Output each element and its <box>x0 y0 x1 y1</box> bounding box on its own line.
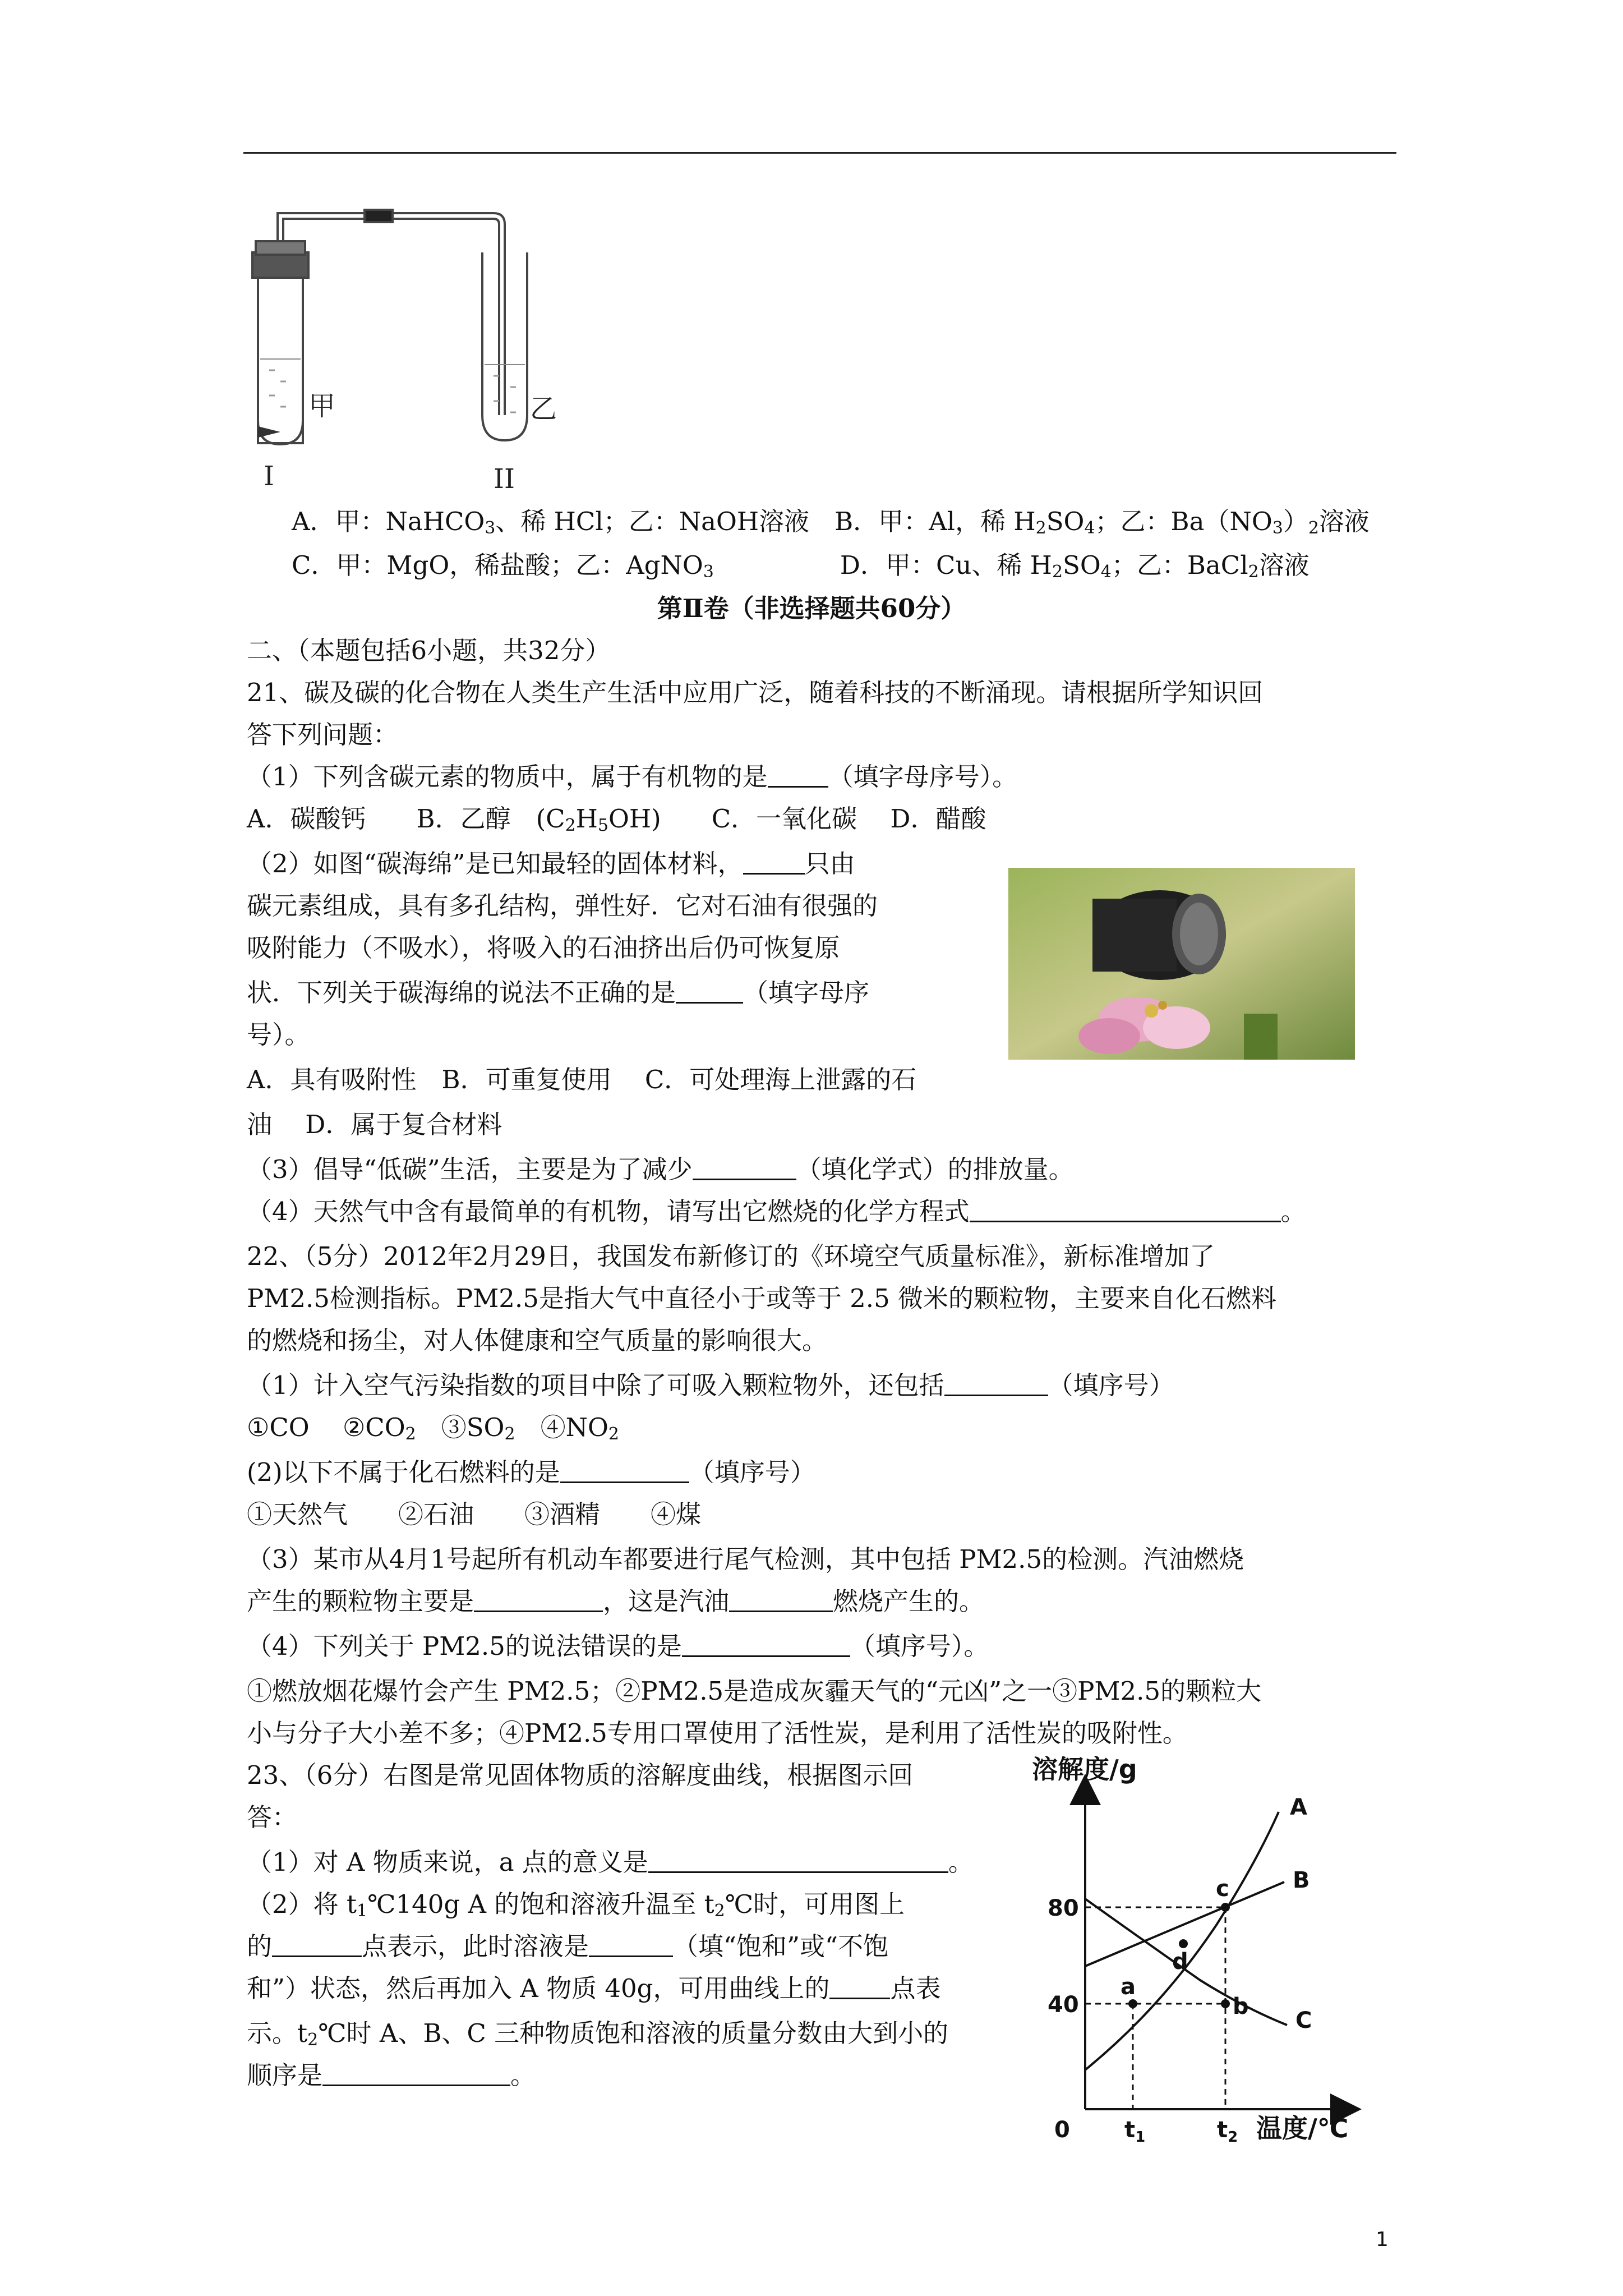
q21-part3: （3）倡导“低碳”生活，主要是为了减少 （填化学式）的排放量。 <box>247 1154 1074 1184</box>
q23-part1: （1）对 A 物质来说，a 点的意义是 。 <box>247 1847 974 1877</box>
q22-part1-options: ①CO $②CO_2$ $③SO_2$ $④NO_2$ <box>247 1412 619 1444</box>
point-label-c: c <box>1216 1876 1229 1902</box>
q22-part1: （1）计入空气污染指数的项目中除了可吸入颗粒物外，还包括 （填序号） <box>247 1370 1174 1400</box>
q21-stem-1: 21、碳及碳的化合物在人类生产生活中应用广泛，随着科技的不断涌现。请根据所学知识回 <box>247 678 1264 707</box>
point-d <box>1179 1939 1188 1948</box>
q22-part4-opt1: ①燃放烟花爆竹会产生 PM2.5；②PM2.5是造成灰霾天气的“元凶”之一③PM2.5的颗粒大 <box>247 1676 1262 1706</box>
point-label-a: a <box>1121 1974 1136 2000</box>
q20-option-a-b: A．甲：NaHCO$_3$、稀 HCl；乙：NaOH溶液 B．甲：Al，稀 $H_2SO_4$；乙：$Ba(NO_3)_2$溶液 <box>292 507 1370 538</box>
apparatus-diagram <box>247 202 594 494</box>
q23-part2-l2: 的 点表示，此时溶液是 （填“饱和”或“不饱 <box>247 1931 889 1961</box>
point-a <box>1128 1999 1137 2008</box>
answer-blank[interactable] <box>322 2060 510 2086</box>
q21-part2-l5: 号）。 <box>247 1020 310 1050</box>
answer-blank[interactable] <box>729 1586 833 1612</box>
series-label-C: C <box>1295 2008 1312 2033</box>
x-tick-t1: $t_1$ <box>1124 2117 1146 2146</box>
q21-part2-opts1: A．具有吸附性 B．可重复使用 C．可处理海上泄露的石 <box>247 1065 917 1094</box>
q22-part4: （4）下列关于 PM2.5的说法错误的是 （填序号）。 <box>247 1631 989 1661</box>
solubility-chart <box>1032 1745 1391 2148</box>
answer-blank[interactable] <box>560 1457 689 1483</box>
q22-part3-l2: 产生的颗粒物主要是 ，这是汽油 燃烧产生的。 <box>247 1586 985 1616</box>
carbon-sponge-photo <box>1008 868 1355 1060</box>
y-tick-40: 40 <box>1048 1992 1079 2018</box>
q22-part2-options: ①天然气 ②石油 ③酒精 ④煤 <box>247 1499 702 1529</box>
q21-part2-l4: 状．下列关于碳海绵的说法不正确的是 （填字母序 <box>247 978 870 1007</box>
x-tick-t2: $t_2$ <box>1217 2117 1238 2146</box>
page-number: 1 <box>1376 2228 1389 2251</box>
answer-blank[interactable] <box>693 1154 796 1180</box>
q21-part1-options: A．碳酸钙 B．乙醇 $(C_2H_5OH)$ C．一氧化碳 D．醋酸 <box>247 804 986 835</box>
point-label-d: d <box>1172 1949 1188 1975</box>
answer-blank[interactable] <box>474 1586 603 1612</box>
answer-blank[interactable] <box>648 1847 948 1873</box>
point-b <box>1221 1999 1230 2008</box>
q22-part3-l1: （3）某市从4月1号起所有机动车都要进行尾气检测，其中包括 PM2.5的检测。汽油燃烧 <box>247 1544 1244 1574</box>
q22-l3: 的燃烧和扬尘，对人体健康和空气质量的影响很大。 <box>247 1326 828 1355</box>
q23-part2-l4: 示。$t_2℃$时 A、B、C 三种物质饱和溶液的质量分数由大到小的 <box>247 2018 949 2050</box>
y-tick-80: 80 <box>1048 1895 1079 1921</box>
q23-l2: 答： <box>247 1802 298 1832</box>
q21-part1: （1）下列含碳元素的物质中，属于有机物的是 （填字母序号）。 <box>247 762 1018 792</box>
q23-part2-l3: 和”）状态，然后再加入 A 物质 40g，可用曲线上的 点表 <box>247 1973 941 2003</box>
point-c <box>1221 1903 1230 1912</box>
answer-blank[interactable] <box>944 1370 1048 1396</box>
q21-part2-l1: （2）如图“碳海绵”是已知最轻的固体材料， 只由 <box>247 849 855 878</box>
q21-part2-opts2: 油 D．属于复合材料 <box>247 1110 502 1139</box>
answer-blank[interactable] <box>676 977 743 1004</box>
q21-part2-l2: 碳元素组成，具有多孔结构，弹性好．它对石油有很强的 <box>247 891 878 921</box>
q23-l1: 23、（6分）右图是常见固体物质的溶解度曲线，根据图示回 <box>247 1760 914 1790</box>
q21-stem-2: 答下列问题： <box>247 720 399 749</box>
answer-blank[interactable] <box>272 1931 362 1957</box>
answer-blank[interactable] <box>768 761 828 788</box>
series-label-B: B <box>1293 1867 1310 1893</box>
answer-blank[interactable] <box>682 1631 850 1657</box>
q22-part4-opt2: 小与分子大小差不多；④PM2.5专用口罩使用了活性炭，是利用了活性炭的吸附性。 <box>247 1718 1188 1748</box>
label-yi: 乙 <box>530 393 557 425</box>
q22-l2: PM2.5检测指标。PM2.5是指大气中直径小于或等于 2.5 微米的颗粒物，主要来自化石燃料 <box>247 1283 1277 1313</box>
x-tick-0: 0 <box>1054 2117 1070 2143</box>
answer-blank[interactable] <box>589 1931 673 1957</box>
section-intro: 二、（本题包括6小题，共32分） <box>247 636 611 665</box>
answer-blank[interactable] <box>743 848 805 875</box>
header-rule <box>243 152 1396 154</box>
q21-part2-l3: 吸附能力（不吸水），将吸入的石油挤出后仍可恢复原 <box>247 933 840 963</box>
label-jia: 甲 <box>308 390 336 422</box>
q22-part2: (2)以下不属于化石燃料的是 （填序号） <box>247 1457 815 1487</box>
section-title: 第Ⅱ卷（非选择题共60分） <box>657 593 966 623</box>
y-axis-label: 溶解度/g <box>1032 1754 1137 1784</box>
q22-l1: 22、（5分）2012年2月29日，我国发布新修订的《环境空气质量标准》，新标准增加了 <box>247 1241 1215 1271</box>
q21-part4: （4）天然气中含有最简单的有机物，请写出它燃烧的化学方程式 。 <box>247 1197 1306 1226</box>
answer-blank[interactable] <box>970 1196 1281 1222</box>
x-axis-label: 温度/℃ <box>1256 2113 1349 2143</box>
q23-part2-l1: （2）将 $t_1℃140g$ A 的饱和溶液升温至 $t_2℃$时，可用图上 <box>247 1889 905 1921</box>
q23-part2-l5: 顺序是 。 <box>247 2060 536 2090</box>
label-II: II <box>494 463 515 494</box>
answer-blank[interactable] <box>829 1973 890 1999</box>
q20-option-c-d: C．甲：MgO，稀盐酸；乙：AgNO$_3$ D．甲：Cu、稀 $H_2SO_4$；乙：BaCl$_2$溶液 <box>292 550 1310 582</box>
point-label-b: b <box>1233 1994 1249 2019</box>
series-label-A: A <box>1290 1795 1307 1820</box>
label-I: I <box>264 461 274 492</box>
